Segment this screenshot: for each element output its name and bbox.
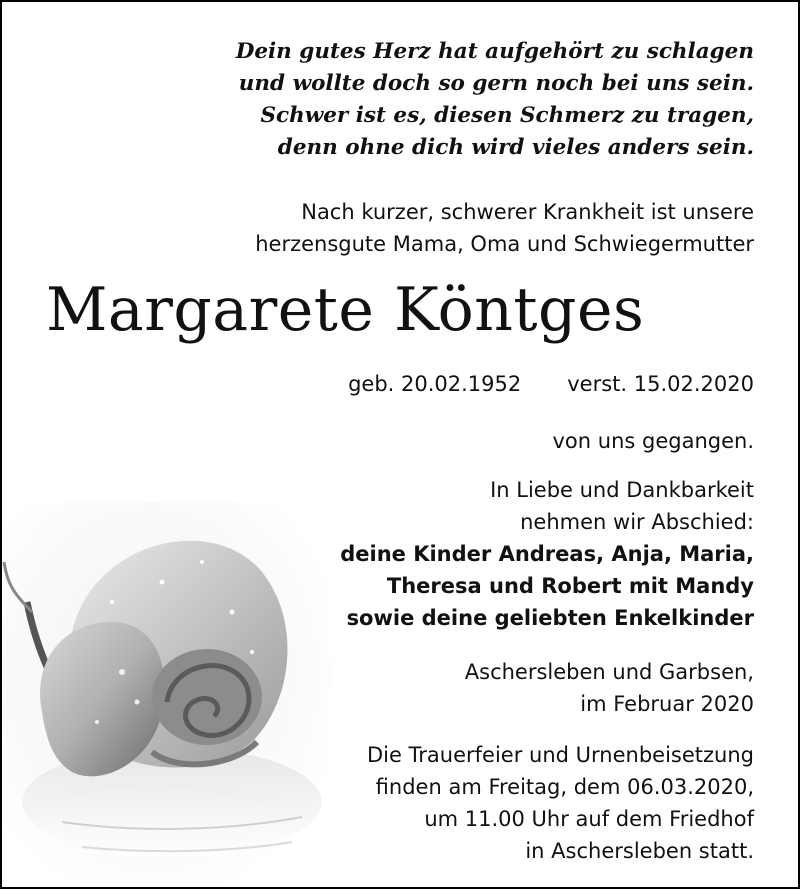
- life-dates: [348, 368, 754, 400]
- rose-image: [2, 502, 332, 887]
- poem-line: Dein gutes Herz hat aufgehört zu schlagen: [235, 39, 754, 64]
- family-names: [340, 538, 754, 634]
- funeral-line: in Aschersleben statt.: [525, 839, 754, 863]
- funeral-line: um 11.00 Uhr auf dem Friedhof: [424, 807, 754, 831]
- poem-line: denn ohne dich wird vieles anders sein.: [277, 135, 754, 160]
- place-line: Aschersleben und Garbsen,: [464, 660, 754, 684]
- gone-text: von uns gegangen.: [552, 429, 754, 453]
- family-line: Theresa und Robert mit Mandy: [386, 574, 754, 598]
- poem-line: und wollte doch so gern noch bei uns sein.: [238, 71, 754, 96]
- poem-line: Schwer ist es, diesen Schmerz zu tragen,: [260, 103, 754, 128]
- poem: [236, 36, 754, 164]
- birth-date: geb. 20.02.1952: [348, 372, 522, 396]
- thanks-line: In Liebe und Dankbarkeit: [490, 478, 754, 502]
- family-line: deine Kinder Andreas, Anja, Maria,: [340, 542, 754, 566]
- funeral-line: Die Trauerfeier und Urnenbeisetzung: [366, 743, 754, 767]
- thanks-line: nehmen wir Abschied:: [520, 510, 754, 534]
- funeral-info: [367, 739, 754, 867]
- place-line: im Februar 2020: [580, 692, 754, 716]
- intro-line: herzensgute Mama, Oma und Schwiegermutter: [255, 232, 754, 256]
- deceased-name: Margarete Köntges: [46, 275, 645, 345]
- death-date: verst. 15.02.2020: [567, 372, 754, 396]
- place-date: [465, 656, 754, 720]
- intro-text: [255, 196, 754, 260]
- funeral-line: finden am Freitag, dem 06.03.2020,: [375, 775, 754, 799]
- intro-line: Nach kurzer, schwerer Krankheit ist unsere: [301, 200, 754, 224]
- family-line: sowie deine geliebten Enkelkinder: [346, 606, 754, 630]
- thanks-text: [490, 474, 754, 538]
